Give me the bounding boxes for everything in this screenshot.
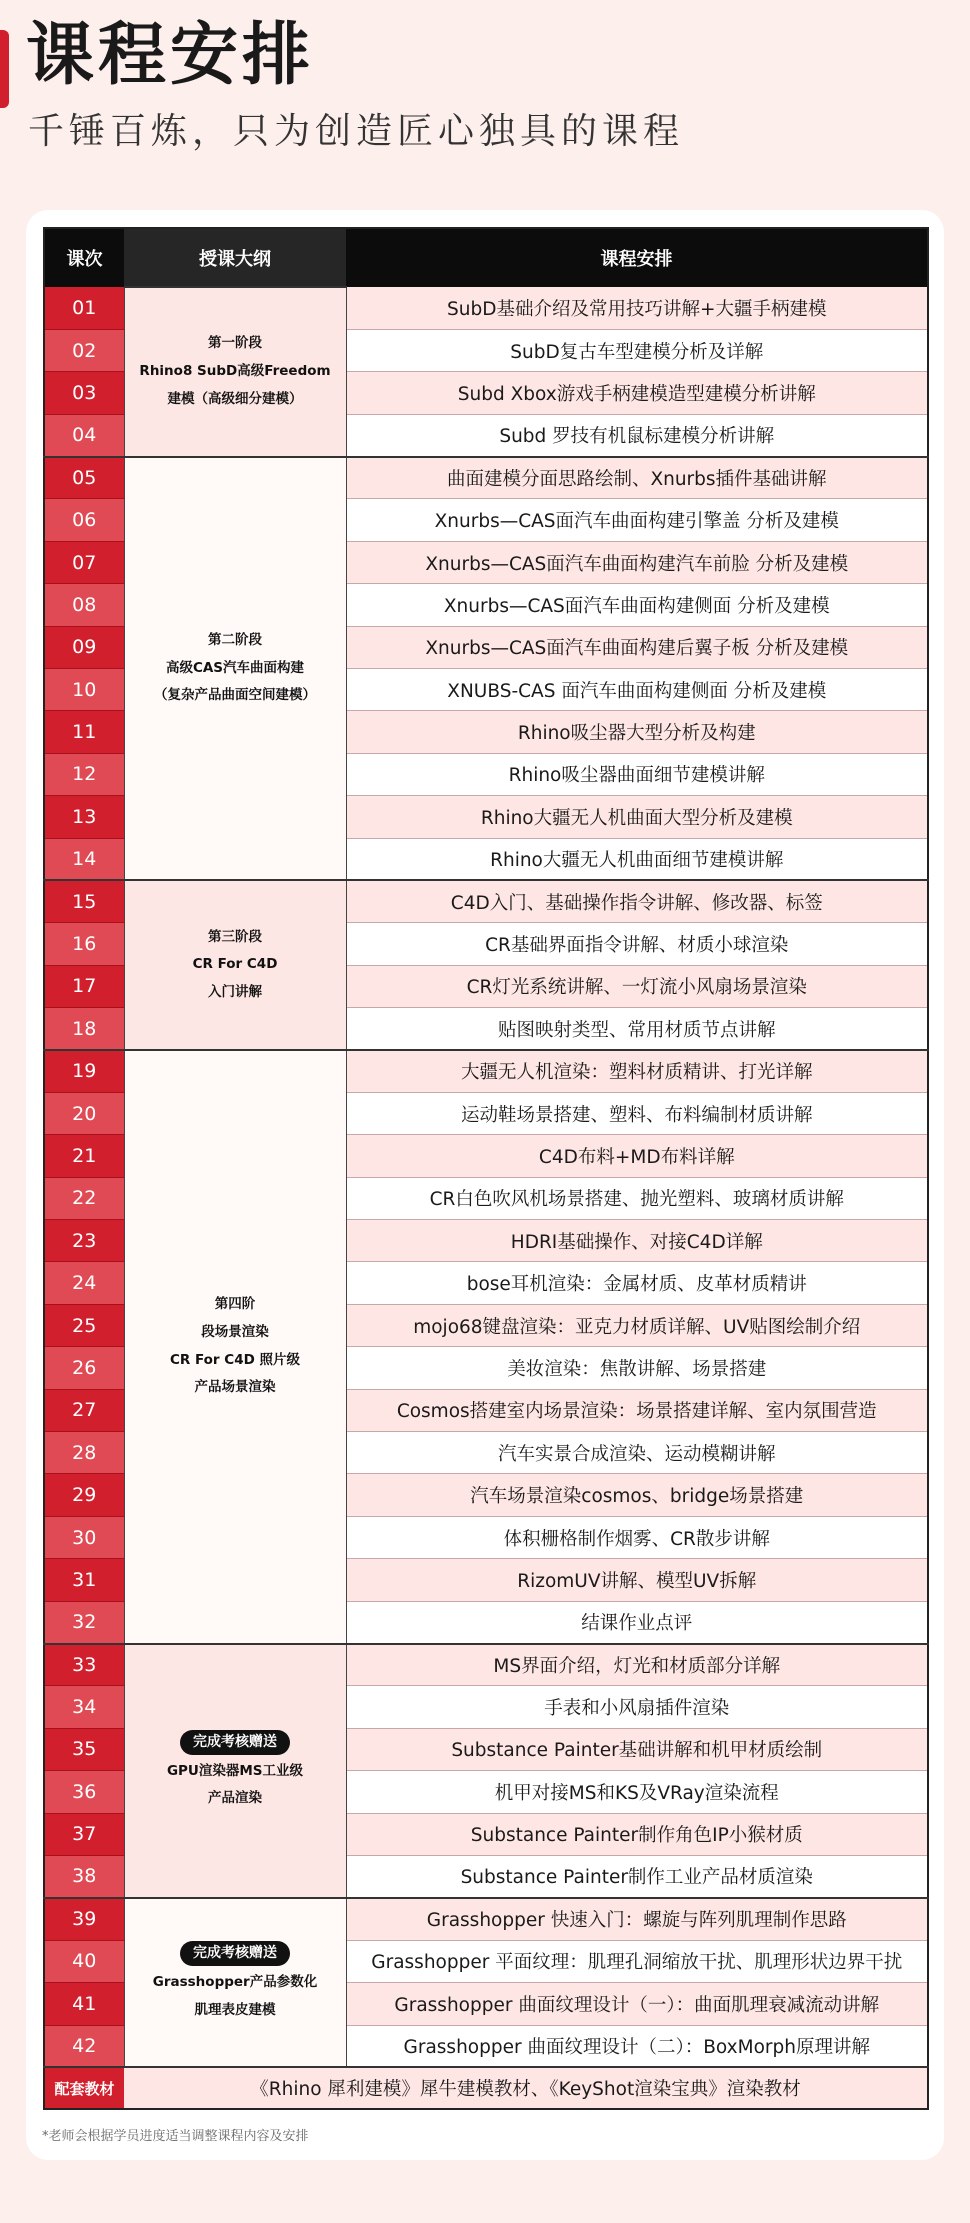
- lesson-number: 17: [44, 965, 124, 1007]
- lesson-number: 29: [44, 1474, 124, 1516]
- stage-outline-line: 第四阶: [214, 1296, 256, 1313]
- lesson-row: [44, 1050, 928, 1092]
- lesson-content: Grasshopper 平面纹理：肌理孔洞缩放干扰、肌理形状边界干扰: [346, 1940, 928, 1982]
- lesson-content: 美妆渲染：焦散讲解、场景搭建: [346, 1347, 928, 1389]
- stage-outline-line: 高级CAS汽车曲面构建: [165, 659, 305, 676]
- lesson-content: Substance Painter制作工业产品材质渲染: [346, 1855, 928, 1897]
- lesson-number: 09: [44, 626, 124, 668]
- lesson-number: 13: [44, 796, 124, 838]
- lesson-number: 25: [44, 1304, 124, 1346]
- lesson-number: 34: [44, 1686, 124, 1728]
- lesson-number: 27: [44, 1389, 124, 1431]
- lesson-content: 运动鞋场景搭建、塑料、布料编制材质讲解: [346, 1092, 928, 1134]
- lesson-content: bose耳机渲染：金属材质、皮革材质精讲: [346, 1262, 928, 1304]
- stage-outline-line: 肌理表皮建模: [194, 2002, 276, 2019]
- lesson-content: Subd Xbox游戏手柄建模造型建模分析讲解: [346, 372, 928, 414]
- lesson-content: C4D布料+MD布料详解: [346, 1135, 928, 1177]
- lesson-number: 36: [44, 1771, 124, 1813]
- lesson-number: 30: [44, 1516, 124, 1558]
- lesson-content: Grasshopper 快速入门：螺旋与阵列肌理制作思路: [346, 1898, 928, 1940]
- materials-text: 《Rhino 犀利建模》犀牛建模教材、《KeyShot渲染宝典》渲染教材: [124, 2067, 928, 2109]
- lesson-number: 16: [44, 923, 124, 965]
- stage-outline-line: 段场景渲染: [201, 1324, 269, 1341]
- lesson-content: Rhino大疆无人机曲面大型分析及建模: [346, 796, 928, 838]
- lesson-number: 11: [44, 711, 124, 753]
- lesson-content: Substance Painter基础讲解和机甲材质绘制: [346, 1728, 928, 1770]
- stage-outline-line: 第二阶段: [208, 632, 262, 648]
- stage-outline-line: 第三阶段: [208, 928, 262, 945]
- lesson-content: CR基础界面指令讲解、材质小球渲染: [346, 923, 928, 965]
- lesson-number: 01: [44, 287, 124, 329]
- lesson-number: 05: [44, 457, 124, 499]
- lesson-number: 14: [44, 838, 124, 880]
- lesson-number: 28: [44, 1432, 124, 1474]
- lesson-number: 12: [44, 753, 124, 795]
- lesson-content: 机甲对接MS和KS及VRay渲染流程: [346, 1771, 928, 1813]
- header-schedule: 课程安排: [346, 228, 928, 287]
- lesson-content: MS界面介绍，灯光和材质部分详解: [346, 1644, 928, 1686]
- lesson-content: 汽车场景渲染cosmos、bridge场景搭建: [346, 1474, 928, 1516]
- table-header-row: [44, 228, 928, 287]
- schedule-table: [43, 227, 929, 2110]
- lesson-content: 结课作业点评: [346, 1601, 928, 1643]
- stage-outline-line: CR For C4D 照片级: [169, 1351, 301, 1368]
- materials-row: [44, 2067, 928, 2109]
- lesson-number: 41: [44, 1983, 124, 2025]
- stage-outline: [124, 287, 346, 457]
- stage-outline-line: GPU渲染器MS工业级: [166, 1762, 304, 1779]
- lesson-content: RizomUV讲解、模型UV拆解: [346, 1559, 928, 1601]
- bonus-badge: 完成考核赠送: [180, 1941, 290, 1966]
- footnote: *老师会根据学员进度适当调整课程内容及安排: [42, 2129, 309, 2144]
- header-lesson: 课次: [44, 228, 124, 287]
- lesson-content: SubD基础介绍及常用技巧讲解+大疆手柄建模: [346, 287, 928, 329]
- lesson-number: 18: [44, 1008, 124, 1050]
- lesson-number: 39: [44, 1898, 124, 1940]
- lesson-content: Substance Painter制作角色IP小猴材质: [346, 1813, 928, 1855]
- lesson-content: 曲面建模分面思路绘制、Xnurbs插件基础讲解: [346, 457, 928, 499]
- lesson-number: 19: [44, 1050, 124, 1092]
- lesson-content: 体积栅格制作烟雾、CR散步讲解: [346, 1516, 928, 1558]
- bonus-badge: 完成考核赠送: [180, 1730, 290, 1755]
- lesson-content: Xnurbs—CAS面汽车曲面构建引擎盖 分析及建模: [346, 499, 928, 541]
- lesson-number: 23: [44, 1220, 124, 1262]
- lesson-number: 07: [44, 541, 124, 583]
- lesson-number: 08: [44, 584, 124, 626]
- stage-outline: [124, 1050, 346, 1643]
- schedule-body: [44, 287, 928, 2067]
- lesson-content: Grasshopper 曲面纹理设计（一）：曲面肌理衰减流动讲解: [346, 1983, 928, 2025]
- stage-outline: [124, 1898, 346, 2068]
- lesson-number: 24: [44, 1262, 124, 1304]
- stage-outline-line: CR For C4D: [192, 956, 278, 973]
- lesson-content: SubD复古车型建模分析及详解: [346, 329, 928, 371]
- lesson-content: Xnurbs—CAS面汽车曲面构建侧面 分析及建模: [346, 584, 928, 626]
- stage-outline-line: 第一阶段: [208, 335, 262, 352]
- stage-outline: [124, 1644, 346, 1898]
- lesson-content: XNUBS-CAS 面汽车曲面构建侧面 分析及建模: [346, 669, 928, 711]
- lesson-row: [44, 457, 928, 499]
- lesson-number: 31: [44, 1559, 124, 1601]
- lesson-content: Rhino吸尘器大型分析及构建: [346, 711, 928, 753]
- lesson-content: CR白色吹风机场景搭建、抛光塑料、玻璃材质讲解: [346, 1177, 928, 1219]
- lesson-number: 22: [44, 1177, 124, 1219]
- page-subtitle: 千锤百炼，只为创造匠心独具的课程: [28, 111, 685, 152]
- lesson-number: 26: [44, 1347, 124, 1389]
- lesson-number: 02: [44, 329, 124, 371]
- stage-outline-line: 产品渲染: [208, 1790, 262, 1807]
- lesson-content: Rhino大疆无人机曲面细节建模讲解: [346, 838, 928, 880]
- stage-outline: [124, 457, 346, 881]
- lesson-number: 38: [44, 1855, 124, 1897]
- lesson-content: 汽车实景合成渲染、运动模糊讲解: [346, 1432, 928, 1474]
- stage-outline: [124, 880, 346, 1050]
- lesson-number: 06: [44, 499, 124, 541]
- lesson-content: Xnurbs—CAS面汽车曲面构建汽车前脸 分析及建模: [346, 541, 928, 583]
- lesson-content: 大疆无人机渲染：塑料材质精讲、打光详解: [346, 1050, 928, 1092]
- lesson-content: Subd 罗技有机鼠标建模分析讲解: [346, 414, 928, 456]
- stage-outline-line: 建模（高级细分建模）: [167, 390, 303, 407]
- stage-outline-line: （复杂产品曲面空间建模）: [154, 687, 316, 704]
- lesson-content: Xnurbs—CAS面汽车曲面构建后翼子板 分析及建模: [346, 626, 928, 668]
- lesson-number: 37: [44, 1813, 124, 1855]
- lesson-number: 35: [44, 1728, 124, 1770]
- lesson-row: [44, 880, 928, 922]
- lesson-number: 32: [44, 1601, 124, 1643]
- lesson-content: Grasshopper 曲面纹理设计（二）：BoxMorph原理讲解: [346, 2025, 928, 2067]
- lesson-row: [44, 1644, 928, 1686]
- lesson-number: 42: [44, 2025, 124, 2067]
- stage-outline-line: 产品场景渲染: [194, 1379, 276, 1396]
- lesson-row: [44, 287, 928, 329]
- lesson-number: 33: [44, 1644, 124, 1686]
- lesson-content: 手表和小风扇插件渲染: [346, 1686, 928, 1728]
- title-accent-bar: [0, 30, 9, 108]
- lesson-number: 15: [44, 880, 124, 922]
- stage-outline-line: Grasshopper产品参数化: [152, 1974, 318, 1991]
- lesson-number: 21: [44, 1135, 124, 1177]
- materials-label: 配套教材: [44, 2067, 124, 2109]
- lesson-content: C4D入门、基础操作指令讲解、修改器、标签: [346, 880, 928, 922]
- page-title: 课程安排: [26, 16, 315, 95]
- lesson-content: mojo68键盘渲染：亚克力材质详解、UV贴图绘制介绍: [346, 1304, 928, 1346]
- header-outline: 授课大纲: [124, 228, 346, 287]
- lesson-content: 贴图映射类型、常用材质节点讲解: [346, 1008, 928, 1050]
- stage-outline-line: 入门讲解: [208, 984, 262, 1001]
- lesson-row: [44, 1898, 928, 1940]
- stage-outline-line: Rhino8 SubD高级Freedom: [139, 362, 331, 379]
- lesson-number: 10: [44, 669, 124, 711]
- lesson-number: 03: [44, 372, 124, 414]
- lesson-number: 04: [44, 414, 124, 456]
- lesson-content: Rhino吸尘器曲面细节建模讲解: [346, 753, 928, 795]
- lesson-content: Cosmos搭建室内场景渲染：场景搭建详解、室内氛围营造: [346, 1389, 928, 1431]
- lesson-number: 40: [44, 1940, 124, 1982]
- lesson-content: HDRI基础操作、对接C4D详解: [346, 1220, 928, 1262]
- lesson-content: CR灯光系统讲解、一灯流小风扇场景渲染: [346, 965, 928, 1007]
- lesson-number: 20: [44, 1092, 124, 1134]
